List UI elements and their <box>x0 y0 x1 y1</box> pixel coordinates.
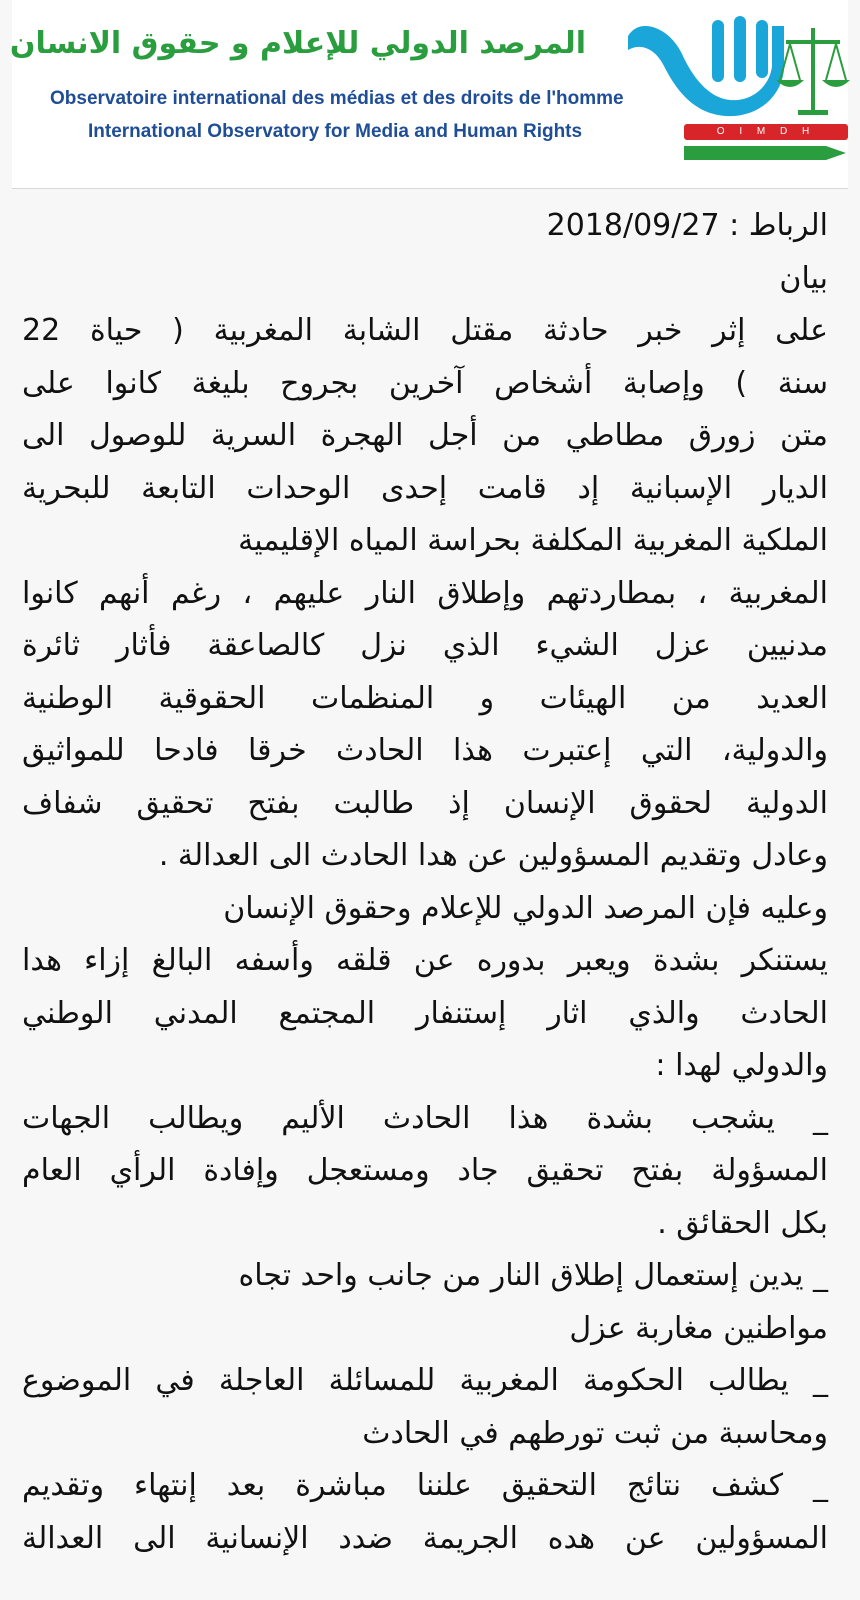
text-line: متن زورق مطاطي من أجل الهجرة السرية للوصول الى <box>22 418 828 453</box>
text-line: والدولي لهدا : <box>655 1048 828 1083</box>
text-line: مدنيين عزل الشيء الذي نزل كالصاعقة فأثار ثائرة <box>22 628 828 663</box>
text-line: بكل الحقائق . <box>657 1205 828 1241</box>
text-line: الملكية المغربية المكلفة بحراسة المياه الإقليمية <box>238 523 828 558</box>
text-line: الديار الإسبانية إد قامت إحدى الوحدات التابعة للبحرية <box>22 470 828 506</box>
statement-title: بيان <box>779 260 828 296</box>
date-line: الرباط : 2018/09/27 <box>546 208 828 243</box>
text-line: وعليه فإن المرصد الدولي للإعلام وحقوق الإنسان <box>223 890 828 926</box>
text-line: وعادل وتقديم المسؤولين عن هدا الحادث الى العدالة . <box>158 838 828 873</box>
bullet-line: _ كشف نتائج التحقيق علننا مباشرة بعد إنتهاء وتقديم <box>22 1468 828 1503</box>
text-line: مواطنين مغاربة عزل <box>569 1310 828 1346</box>
bullet-line: _ يطالب الحكومة المغربية للمسائلة العاجلة في الموضوع <box>22 1363 828 1398</box>
text-line: ومحاسبة من ثبت تورطهم في الحادث <box>362 1415 828 1451</box>
org-name-arabic: المرصد الدولي للإعلام و حقوق الانسان <box>9 26 586 61</box>
text-line: العديد من الهيئات و المنظمات الحقوقية الوطنية <box>22 680 828 716</box>
text-line: سنة ) وإصابة أشخاص آخرين بجروح بليغة كانوا على <box>22 365 828 401</box>
letterhead <box>9 0 848 189</box>
text-line: يستنكر بشدة ويعبر بدوره عن قلقه وأسفه البالغ إزاء هدا <box>22 943 828 978</box>
text-line: المغربية ، بمطاردتهم وإطلاق النار عليهم ، رغم أنهم كانوا <box>22 575 828 611</box>
text-line: المسؤولين عن هده الجريمة ضدد الإنسانية الى العدالة <box>22 1520 828 1556</box>
bullet-line: _ يدين إستعمال إطلاق النار من جانب واحد تجاه <box>238 1258 828 1293</box>
text-line: والدولية، التي إعتبرت هذا الحادث خرقا فادحا للمواثيق <box>22 733 828 768</box>
org-logo-emblem <box>620 6 852 174</box>
org-name-english: International Observatory for Media and Human Rights <box>88 121 583 142</box>
bullet-line: _ يشجب بشدة هذا الحادث الأليم ويطالب الجهات <box>22 1100 828 1136</box>
text-line: على إثر خبر حادثة مقتل الشابة المغربية ( حياة 22 <box>22 313 828 348</box>
org-name-french: Observatoire international des médias et des droits de l'homme <box>50 88 624 109</box>
text-line: الدولية لحقوق الإنسان إذ طالبت بفتح تحقيق شفاف <box>22 785 828 821</box>
logo-acronym: O I M D H <box>716 126 816 137</box>
statement-body <box>22 200 828 1565</box>
text-line: الحادث والذي اثار إستنفار المجتمع المدني الوطني <box>22 995 828 1031</box>
text-line: المسؤولة بفتح تحقيق جاد ومستعجل وإفادة الرأي العام <box>22 1153 828 1188</box>
